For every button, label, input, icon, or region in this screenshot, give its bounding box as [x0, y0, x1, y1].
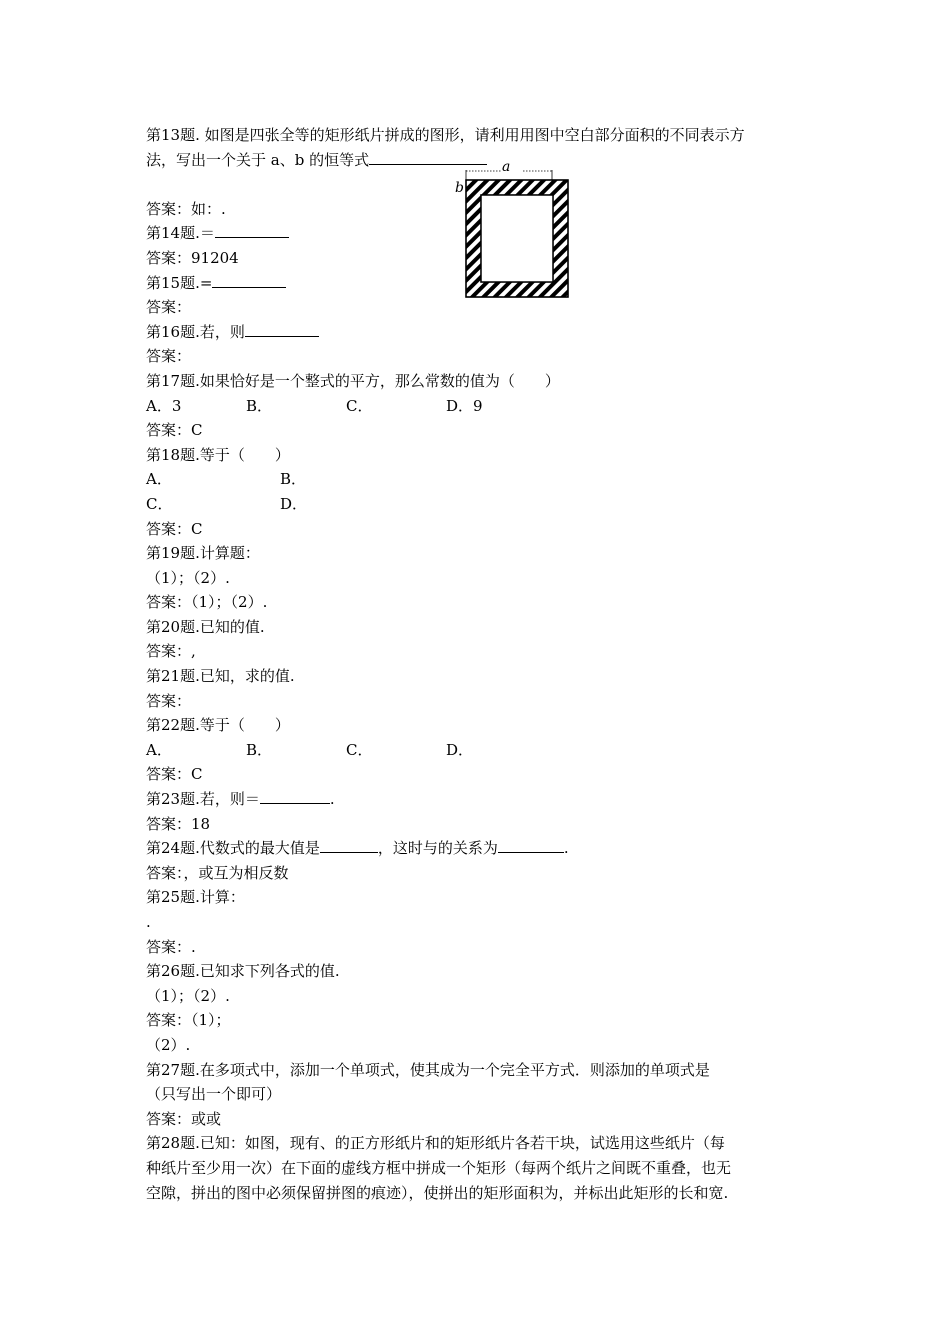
q14-blank: [215, 221, 289, 238]
answer-23: 答案：18: [146, 814, 211, 833]
answer-25: 答案：.: [146, 937, 196, 956]
q19: 第19题.计算题：: [146, 544, 260, 563]
q17-option-a: A．3: [146, 396, 182, 415]
q18-options-row2: [146, 492, 808, 517]
q15-blank: [212, 271, 286, 288]
q13-figure: [452, 156, 572, 301]
q18-option-d: D．: [280, 494, 308, 513]
q25: 第25题.计算：: [146, 888, 245, 907]
answer-15: 答案：: [146, 298, 192, 317]
label-a: a: [502, 159, 511, 175]
q19-parts: （1）；（2）.: [146, 568, 230, 587]
q22-option-c: C．: [346, 740, 373, 759]
q15: 第15题.=: [146, 271, 808, 296]
q24: 第24题.代数式的最大值是 ，这时与的关系为 .: [146, 836, 808, 861]
q24-blank-2: [498, 836, 564, 853]
answer-16: 答案：: [146, 347, 192, 366]
q18: 第18题.等于（ ）: [146, 445, 290, 464]
answer-22: 答案：C: [146, 765, 203, 784]
q22: 第22题.等于（ ）: [146, 716, 290, 735]
answer-20: 答案：,: [146, 642, 196, 661]
q16-blank: [245, 320, 319, 337]
q23-blank: [260, 787, 330, 804]
hatched-frame-diagram: [452, 156, 572, 301]
q26: 第26题.已知求下列各式的值.: [146, 962, 340, 981]
answer-21: 答案：: [146, 691, 192, 710]
answer-17: 答案：C: [146, 421, 203, 440]
q26-parts: （1）；（2）.: [146, 986, 230, 1005]
inner-blank-square: [481, 195, 553, 282]
q21: 第21题.已知，求的值.: [146, 667, 295, 686]
q17-option-c: C．: [346, 396, 373, 415]
q18-option-a: A．: [146, 470, 172, 489]
q18-options-row1: [146, 467, 808, 492]
q13-line1: 第13题. 如图是四张全等的矩形纸片拼成的图形，请利用用图中空白部分面积的不同表示方: [146, 126, 745, 144]
q23: 第23题.若，则＝ .: [146, 787, 808, 812]
q20: 第20题.已知的值.: [146, 617, 265, 636]
q17-option-d: D．9: [446, 396, 483, 415]
q18-option-b: B．: [280, 470, 307, 489]
q14: 第14题.＝: [146, 221, 808, 246]
answer-13: 答案：如：.: [146, 199, 226, 218]
q28-line3: 空隙，拼出的图中必须保留拼图的痕迹），使拼出的矩形面积为，并标出此矩形的长和宽.: [146, 1183, 729, 1202]
q16: 第16题.若，则: [146, 320, 808, 345]
q22-option-a: A．: [146, 740, 172, 759]
answer-26-part2: （2）.: [146, 1035, 191, 1054]
answer-27: 答案：或或: [146, 1109, 222, 1128]
answer-14: 答案：91204: [146, 248, 239, 267]
q17-options: [146, 394, 808, 419]
q17: 第17题.如果恰好是一个整式的平方，那么常数的值为（ ）: [146, 371, 560, 390]
q22-options: [146, 738, 808, 763]
q22-option-d: D．: [446, 740, 474, 759]
q28-line2: 种纸片至少用一次）在下面的虚线方框中拼成一个矩形（每两个纸片之间既不重叠，也无: [146, 1158, 732, 1177]
answer-18: 答案：C: [146, 519, 203, 538]
answer-24: 答案：，或互为相反数: [146, 863, 289, 882]
q27-line1: 第27题.在多项式中，添加一个单项式，使其成为一个完全平方式．则添加的单项式是: [146, 1060, 710, 1079]
q18-option-c: C．: [146, 494, 173, 513]
q22-option-b: B．: [246, 740, 273, 759]
q25-expression: .: [146, 913, 151, 931]
q17-option-b: B．: [246, 396, 273, 415]
q28-line1: 第28题.已知：如图，现有、的正方形纸片和的矩形纸片各若干块，试选用这些纸片（每: [146, 1134, 725, 1153]
q24-blank-1: [320, 836, 378, 853]
answer-26-part1: 答案：（1）；: [146, 1011, 231, 1030]
q13-line2: 法，写出一个关于 a、b 的恒等式: [146, 148, 808, 173]
q27-line2: （只写出一个即可）: [146, 1085, 282, 1104]
label-b: b: [455, 180, 464, 196]
answer-19: 答案：（1）；（2）.: [146, 593, 268, 612]
